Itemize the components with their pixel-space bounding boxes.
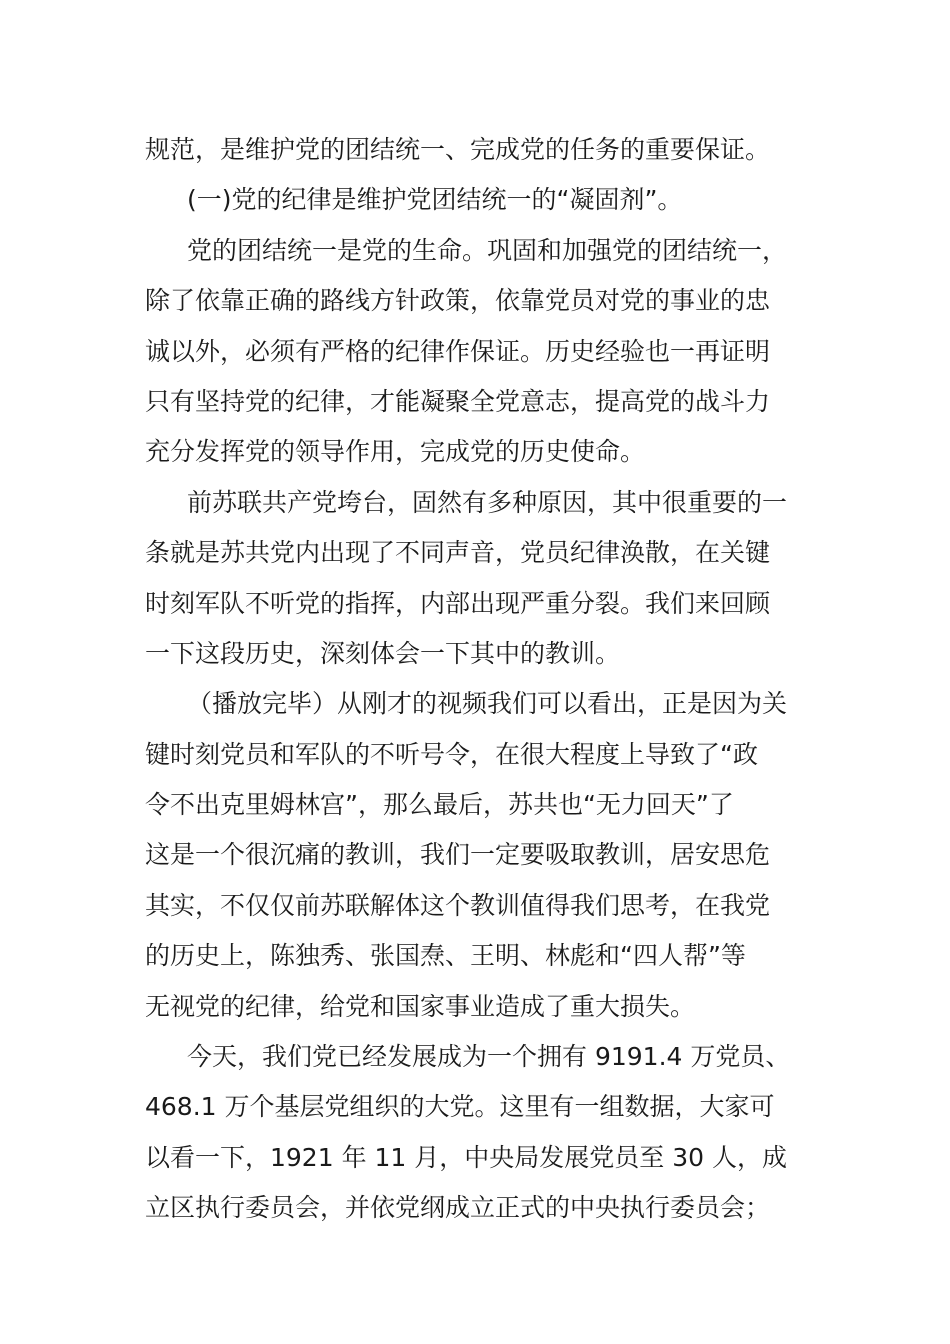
- text-line: 键时刻党员和军队的不听号令，在很大程度上导致了“政: [145, 739, 758, 769]
- text-line: 468.1 万个基层党组织的大党。这里有一组数据，大家可: [145, 1092, 775, 1122]
- text-line: 今天，我们党已经发展成为一个拥有 9191.4 万党员、: [187, 1042, 791, 1072]
- text-line: 的历史上，陈独秀、张国焘、王明、林彪和“四人帮”等: [145, 941, 746, 971]
- text-line: 令不出克里姆林宫”，那么最后，苏共也“无力回天”了: [145, 790, 734, 820]
- text-line: 只有坚持党的纪律，才能凝聚全党意志，提高党的战斗力: [145, 386, 771, 416]
- text-line: 充分发挥党的领导作用，完成党的历史使命。: [145, 437, 646, 467]
- text-line: 诚以外，必须有严格的纪律作保证。历史经验也一再证明: [145, 336, 771, 366]
- text-line: 这是一个很沉痛的教训，我们一定要吸取教训，居安思危: [145, 840, 771, 870]
- text-line: 前苏联共产党垮台，固然有多种原因，其中很重要的一: [187, 487, 788, 517]
- text-line: 规范，是维护党的团结统一、完成党的任务的重要保证。: [145, 135, 771, 164]
- text-line: (一)党的纪律是维护党团结统一的“凝固剂”。: [187, 185, 683, 215]
- document-body: [145, 125, 810, 1234]
- text-line: 除了依靠正确的路线方针政策，依靠党员对党的事业的忠: [145, 286, 771, 316]
- text-line: 其实，不仅仅前苏联解体这个教训值得我们思考，在我党: [145, 890, 771, 920]
- text-line: 一下这段历史，深刻体会一下其中的教训。: [145, 638, 621, 668]
- text-line: （播放完毕）从刚才的视频我们可以看出，正是因为关: [187, 689, 788, 719]
- text-line: 党的团结统一是党的生命。巩固和加强党的团结统一，: [187, 235, 788, 265]
- text-line: 以看一下，1921 年 11 月，中央局发展党员至 30 人，成: [145, 1142, 787, 1172]
- text-line: 无视党的纪律，给党和国家事业造成了重大损失。: [145, 991, 696, 1021]
- text-line: 条就是苏共党内出现了不同声音，党员纪律涣散，在关键: [145, 538, 771, 568]
- text-line: 立区执行委员会，并依党纲成立正式的中央执行委员会；: [145, 1193, 771, 1223]
- text-line: 时刻军队不听党的指挥，内部出现严重分裂。我们来回顾: [145, 588, 771, 618]
